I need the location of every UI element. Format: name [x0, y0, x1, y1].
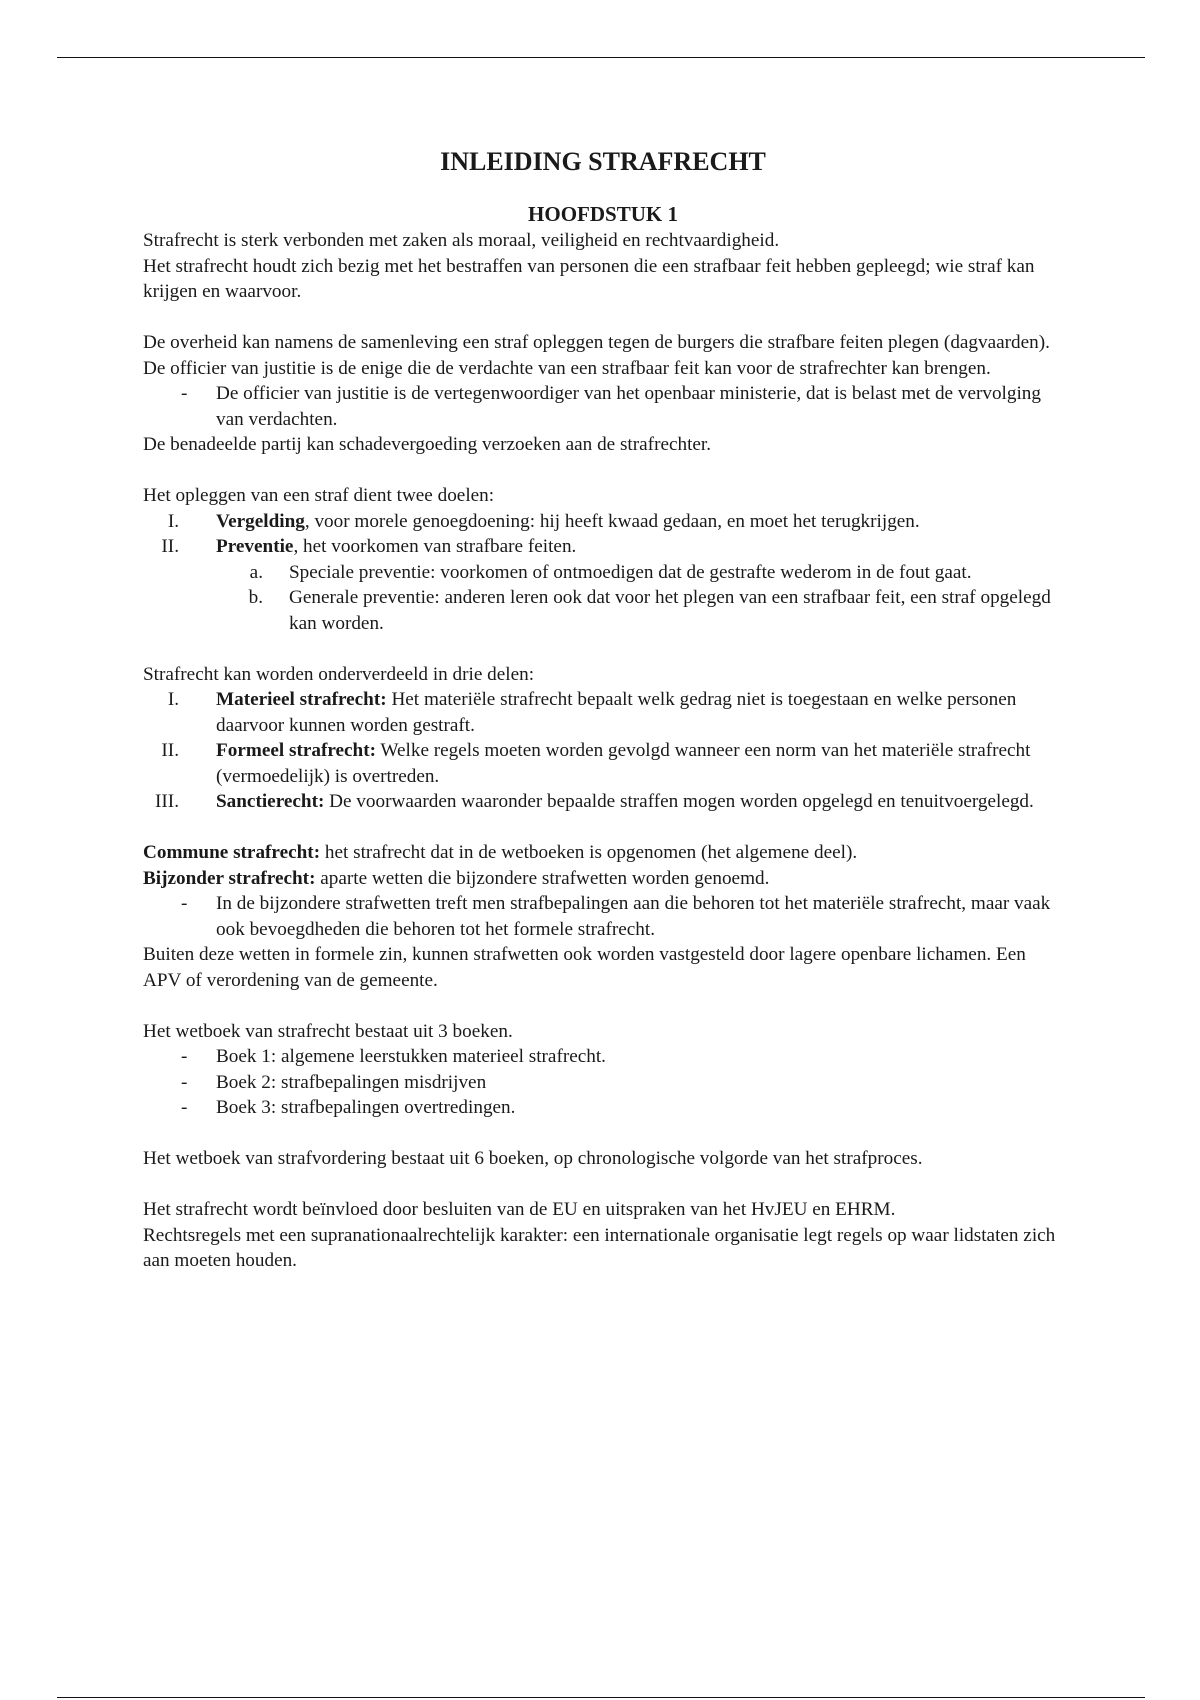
document-title: INLEIDING STRAFRECHT: [440, 147, 766, 176]
eu-paragraph-2: Rechtsregels met een supranationaalrechtelijk karakter: een internationale organisatie legt regels op waar lidstaten zich aan moeten houden.: [143, 1224, 1056, 1271]
bijzonder-paragraph: Bijzonder strafrecht: aparte wetten die bijzondere strafwetten worden genoemd.: [143, 867, 770, 889]
list-item: - De officier van justitie is de vertegenwoordiger van het openbaar ministerie, dat is belast met de vervolging van verdachten.: [181, 383, 1041, 430]
commune-paragraph: Commune strafrecht: het strafrecht dat in de wetboeken is opgenomen (het algemene deel).: [143, 842, 858, 863]
document-page: [143, 142, 1063, 1274]
list-item: - Boek 3: strafbepalingen overtredingen.: [181, 1097, 516, 1118]
doelen-intro: Het opleggen van een straf dient twee doelen:: [143, 485, 495, 506]
chapter-heading: HOOFDSTUK 1: [528, 202, 678, 226]
overheid-list: [143, 381, 1063, 432]
wetboek-sr-intro: Het wetboek van strafrecht bestaat uit 3 boeken.: [143, 1020, 513, 1042]
boeken-list: [143, 1044, 1063, 1121]
list-item: - In de bijzondere strafwetten treft men strafbepalingen aan die behoren tot het materiële strafrecht, maar vaak ook bevoegdheden die behoren tot het formele strafrecht.: [181, 893, 1051, 940]
header-rule: [57, 57, 1145, 58]
list-item: I. Vergelding, voor morele genoegdoening: hij heeft kwaad gedaan, en moet het terugkrijgen.: [167, 510, 920, 532]
dash-marker: -: [181, 893, 188, 914]
eu-paragraph-1: Het strafrecht wordt beïnvloed door besluiten van de EU en uitspraken van het HvJEU en EHRM.: [143, 1199, 896, 1220]
delen-intro: Strafrecht kan worden onderverdeeld in drie delen:: [143, 663, 535, 685]
list-item: II. Formeel strafrecht: Welke regels moeten worden gevolgd wanneer een norm van het materiële strafrecht (vermoedelijk) is overtreden.: [161, 740, 1031, 787]
benadeelde-paragraph: De benadeelde partij kan schadevergoeding verzoeken aan de strafrechter.: [143, 434, 712, 455]
preventie-sublist: [143, 560, 1063, 637]
footer-rule: [57, 1697, 1145, 1698]
list-item: III. Sanctierecht: De voorwaarden waaronder bepaalde straffen mogen worden opgelegd en tenuitvoergelegd.: [155, 791, 1034, 812]
doelen-list: [143, 509, 1063, 560]
list-item: b. Generale preventie: anderen leren ook dat voor het plegen van een strafbaar feit, een straf opgelegd kan worden.: [248, 587, 1051, 634]
delen-list: [143, 687, 1063, 815]
list-item: I. Materieel strafrecht: Het materiële strafrecht bepaalt welk gedrag niet is toegestaan en welke personen daarvoor kunnen worden gestraft.: [167, 689, 1017, 736]
dash-marker: -: [181, 383, 188, 404]
intro-paragraph-2: Het strafrecht houdt zich bezig met het bestraffen van personen die een strafbaar feit hebben gepleegd; wie straf kan krijgen en waarvoor.: [143, 255, 1035, 302]
bijzonder-list: [143, 891, 1063, 942]
list-item: - Boek 2: strafbepalingen misdrijven: [181, 1071, 487, 1093]
list-item: a. Speciale preventie: voorkomen of ontmoedigen dat de gestrafte wederom in de fout gaat.: [249, 561, 972, 583]
list-item: - Boek 1: algemene leerstukken materieel strafrecht.: [181, 1046, 606, 1067]
intro-paragraph-1: Strafrecht is sterk verbonden met zaken als moraal, veiligheid en rechtvaardigheid.: [143, 230, 780, 251]
list-item: II. Preventie, het voorkomen van strafbare feiten.: [161, 536, 577, 557]
overheid-paragraph: De overheid kan namens de samenleving een straf opleggen tegen de burgers die strafbare feiten plegen (dagvaarden). De officier van justitie is de enige die de verdachte van een strafbaar feit kan voor de strafrechter kan brengen.: [143, 332, 1050, 379]
wetboek-sv-paragraph: Het wetboek van strafvordering bestaat uit 6 boeken, op chronologische volgorde van het strafproces.: [143, 1148, 923, 1169]
lagere-lichamen-paragraph: Buiten deze wetten in formele zin, kunnen strafwetten ook worden vastgesteld door lagere openbare lichamen. Een APV of verordening van de gemeente.: [143, 944, 1026, 991]
